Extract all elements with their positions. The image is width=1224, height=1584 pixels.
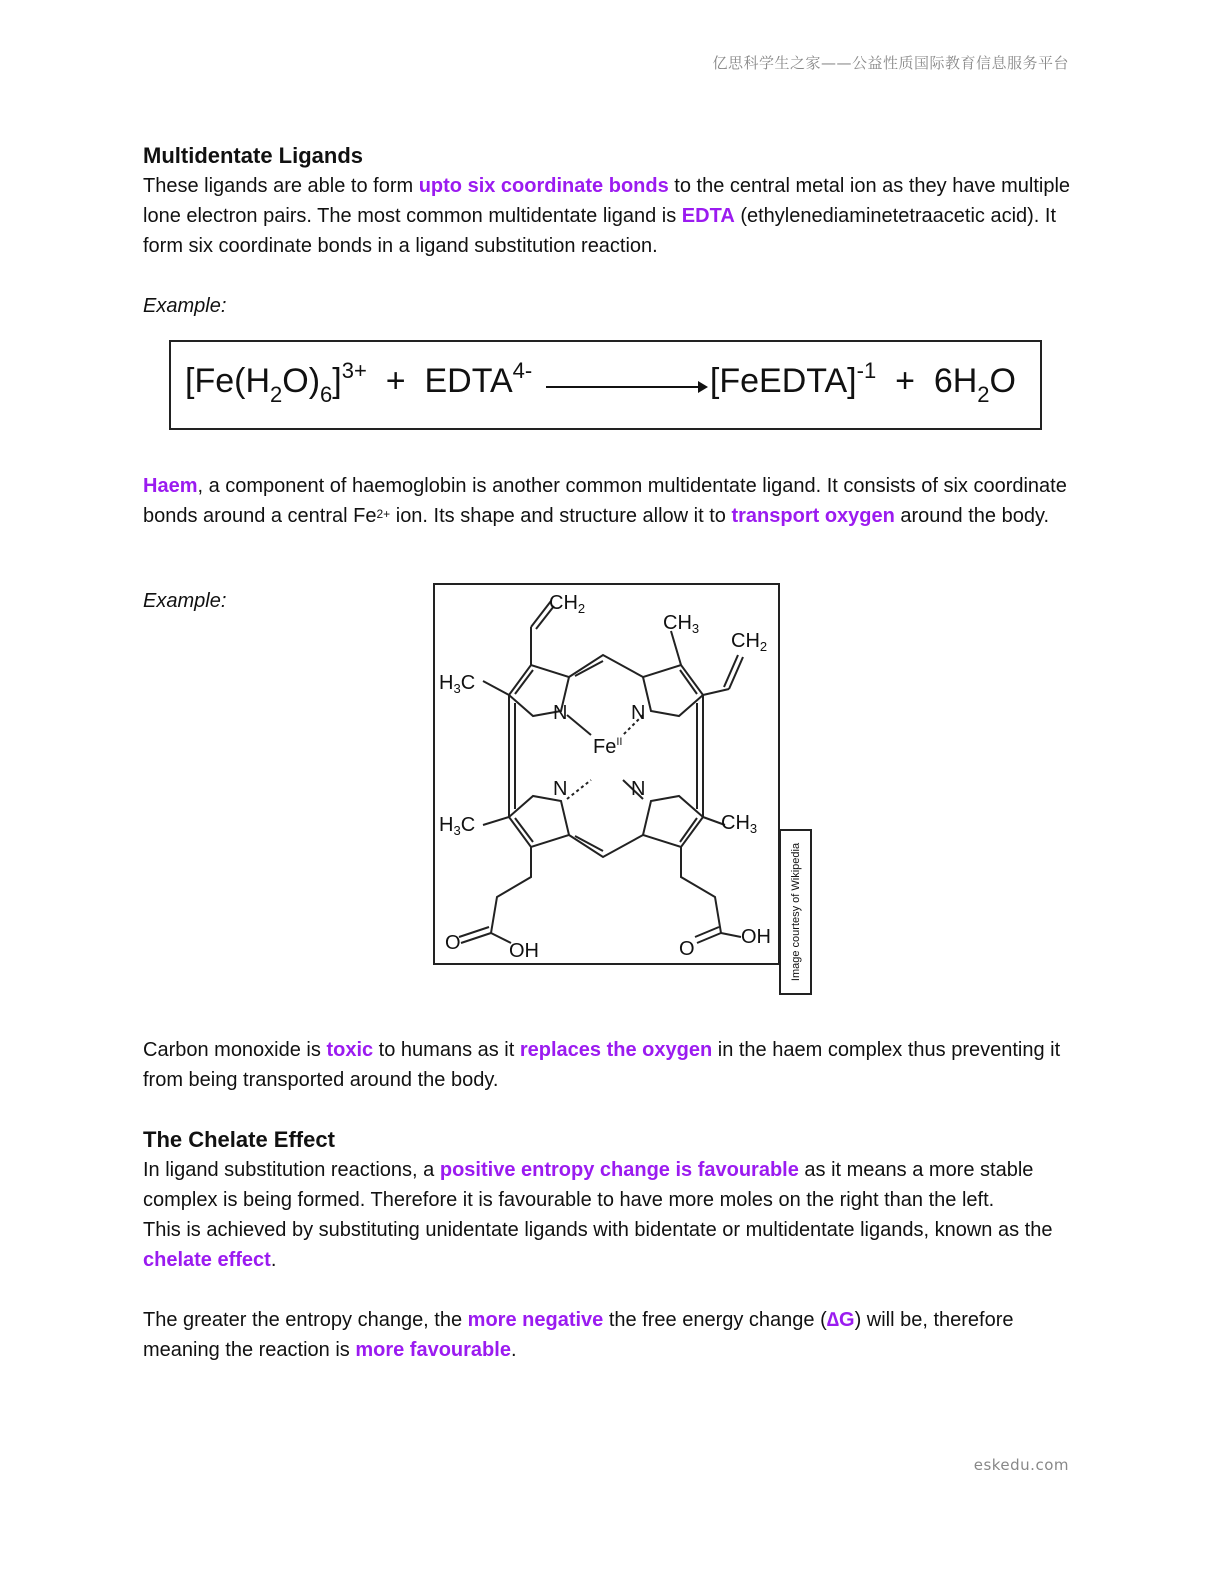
highlight-positive-entropy: positive entropy change is favourable xyxy=(439,1159,799,1181)
paragraph-chelate xyxy=(143,1215,1083,1275)
example-label-2: Example: xyxy=(143,590,227,612)
label-oh-left: OH xyxy=(509,940,539,962)
equation-products xyxy=(709,358,1016,407)
highlight-more-favourable: more favourable xyxy=(355,1339,511,1361)
highlight-transport-oxygen: transport oxygen xyxy=(731,505,895,527)
paragraph-free-energy xyxy=(143,1305,1083,1365)
haem-structure-diagram xyxy=(435,585,778,963)
text: in the haem complex thus preventing it from being transported around the body. xyxy=(143,1039,1061,1091)
reaction-arrow-icon xyxy=(546,386,706,388)
label-ch2-right: $CH_2$ xyxy=(731,630,768,654)
highlight-delta-g: ∆G xyxy=(826,1309,855,1331)
eq-text: O xyxy=(989,362,1016,400)
highlight-replaces-oxygen: replaces the oxygen xyxy=(519,1039,713,1061)
section-carbon-monoxide xyxy=(143,1035,1083,1095)
text: The greater the entropy change, the xyxy=(143,1309,468,1331)
text: , a component of haemoglobin is another common multidentate ligand. It consists of six coordinate bonds around a central Fe xyxy=(143,475,1067,527)
label-h3c-bottom: $H_3C$ xyxy=(439,814,476,838)
text: . xyxy=(510,1339,517,1361)
text: the free energy change ( xyxy=(603,1309,827,1331)
heading-chelate-effect: The Chelate Effect xyxy=(143,1127,335,1152)
text: . xyxy=(270,1249,277,1271)
highlight-toxic: toxic xyxy=(326,1039,374,1061)
eq-text: + 6H xyxy=(876,362,978,400)
haem-structure-figure xyxy=(433,583,780,965)
label-n3: N xyxy=(553,778,568,800)
highlight-six-bonds: upto six coordinate bonds xyxy=(418,175,669,197)
image-credit-text: Image courtesy of Wikipedia xyxy=(789,842,802,982)
eq-text: [Fe(H xyxy=(185,362,270,400)
paragraph-entropy xyxy=(143,1155,1083,1215)
eq-subscript: 2 xyxy=(977,382,990,407)
text: In ligand substitution reactions, a xyxy=(143,1159,440,1181)
text: to humans as it xyxy=(373,1039,520,1061)
label-h3c-top: $H_3C$ xyxy=(439,672,476,696)
highlight-chelate-effect: chelate effect xyxy=(143,1249,271,1271)
example-label-1: Example: xyxy=(143,295,227,317)
text: This is achieved by substituting unidentate ligands with bidentate or multidentate ligands, known as the xyxy=(143,1219,1053,1241)
image-credit-box xyxy=(779,829,812,995)
text: Carbon monoxide is xyxy=(143,1039,327,1061)
eq-superscript: 4- xyxy=(512,358,533,383)
paragraph-haem xyxy=(143,471,1083,531)
section-multidentate xyxy=(143,141,1083,321)
label-oh-right: OH xyxy=(741,926,771,948)
eq-superscript: 3+ xyxy=(341,358,367,383)
text: These ligands are able to form xyxy=(143,175,419,197)
highlight-edta: EDTA xyxy=(681,205,735,227)
label-n1: N xyxy=(553,702,568,724)
label-ch3-right: $CH_3$ xyxy=(721,812,758,836)
text: around the body. xyxy=(894,505,1050,527)
footer-site: eskedu.com xyxy=(973,1456,1069,1474)
highlight-more-negative: more negative xyxy=(467,1309,604,1331)
text: as it means a more stable complex is being formed. Therefore it is favourable to have more moles on the right than the left. xyxy=(143,1159,1034,1211)
header-site-note: 亿思科学生之家——公益性质国际教育信息服务平台 xyxy=(712,54,1069,72)
eq-text: O) xyxy=(282,362,321,400)
text: ) will be, therefore meaning the reaction is xyxy=(143,1309,1014,1361)
paragraph-carbon-monoxide xyxy=(143,1035,1083,1095)
eq-text: + EDTA xyxy=(366,362,513,400)
label-n4: N xyxy=(631,778,646,800)
section-chelate-effect xyxy=(143,1125,1083,1365)
highlight-haem: Haem xyxy=(143,475,198,497)
paragraph-multidentate-intro xyxy=(143,171,1083,261)
label-ch2-top: $CH_2$ xyxy=(549,592,586,616)
label-ch3-top: $CH_3$ xyxy=(663,612,700,636)
eq-text: [FeEDTA] xyxy=(709,362,857,400)
label-fe: $Fe^{II}$ xyxy=(593,736,623,758)
section-haem xyxy=(143,471,1083,531)
eq-subscript: 6 xyxy=(320,382,333,407)
label-o-right: O xyxy=(679,938,695,960)
eq-subscript: 2 xyxy=(270,382,283,407)
superscript: 2+ xyxy=(376,507,391,521)
eq-superscript: -1 xyxy=(856,358,877,383)
text: ion. Its shape and structure allow it to xyxy=(390,505,732,527)
text: to the central metal ion as they have multiple lone electron pairs. The most common multidentate ligand is xyxy=(143,175,1071,227)
equation-reactants xyxy=(185,358,533,407)
eq-text: ] xyxy=(332,362,342,400)
text: (ethylenediaminetetraacetic acid). It form six coordinate bonds in a ligand substitution reaction. xyxy=(143,205,1057,257)
label-n2: N xyxy=(631,702,646,724)
heading-multidentate-ligands: Multidentate Ligands xyxy=(143,143,363,168)
edta-equation-box xyxy=(169,340,1042,430)
label-o-left: O xyxy=(445,932,461,954)
